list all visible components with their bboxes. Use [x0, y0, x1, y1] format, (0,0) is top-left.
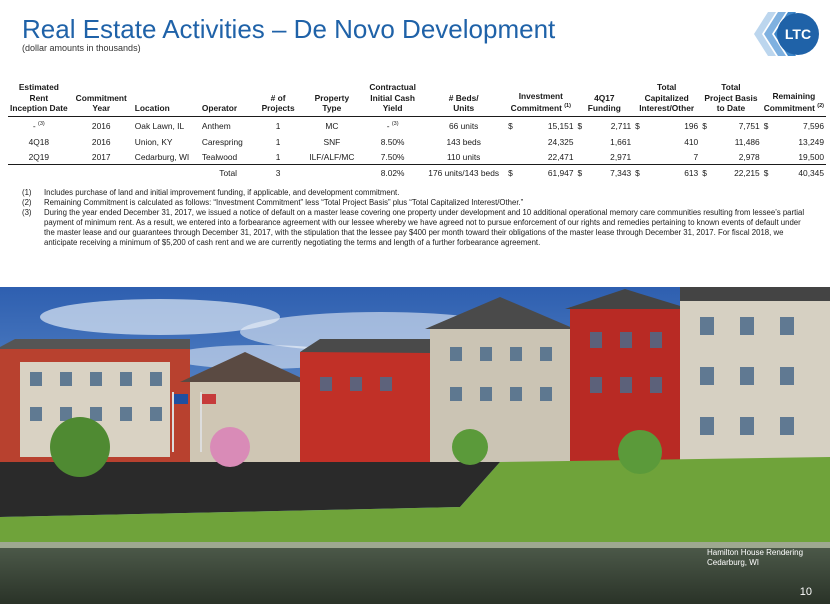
col-year-l2: Year	[92, 103, 111, 113]
footnote-number: (3)	[22, 208, 32, 217]
currency-symbol: $	[702, 168, 707, 179]
cell-basis: 11,486	[734, 136, 760, 147]
footnote-item	[22, 208, 812, 248]
cell-funding	[576, 116, 634, 132]
col-funding	[576, 82, 634, 116]
cell-type: ILF/ALF/MC	[309, 152, 355, 163]
table-header-row	[8, 82, 826, 116]
col-type-l2: Type	[322, 103, 342, 113]
photo-caption-line2: Cedarburg, WI	[707, 558, 760, 567]
col-remaining-l2	[764, 101, 824, 113]
footnote-ref: (3)	[391, 120, 399, 127]
col-capitalized-l1: Total	[656, 82, 677, 92]
cell-remaining	[762, 116, 826, 132]
cell-operator: Anthem	[201, 120, 231, 131]
currency-symbol: $	[635, 120, 640, 131]
table-row	[8, 148, 826, 164]
cell-year: 2016	[91, 120, 111, 131]
cell-operator: Carespring	[201, 136, 243, 147]
cell-empty	[8, 164, 70, 180]
col-yield-l1: Contractual	[369, 82, 416, 92]
total-remaining-value: 40,345	[798, 168, 824, 179]
col-capitalized	[633, 82, 700, 116]
total-label: Total	[200, 164, 257, 180]
currency-symbol: $	[577, 168, 583, 179]
building-rendering-image	[0, 287, 830, 604]
col-beds	[421, 82, 506, 116]
cell-basis	[700, 116, 761, 132]
currency-symbol: $	[577, 120, 583, 131]
photo-caption	[707, 548, 803, 568]
col-beds-l1: # Beds/	[448, 92, 479, 103]
col-year-l1: Commitment	[75, 92, 127, 103]
col-projects	[256, 82, 299, 116]
col-investment-l2	[508, 101, 573, 113]
col-capitalized-l3: Interest/Other	[639, 103, 695, 113]
cell-yield: 7.50%	[380, 152, 405, 163]
total-capitalized	[633, 164, 700, 180]
cell-basis-value: 7,751	[738, 120, 760, 131]
currency-symbol: $	[702, 120, 707, 131]
cell-empty	[70, 164, 133, 180]
total-basis	[700, 164, 761, 180]
cell-location: Oak Lawn, IL	[134, 120, 185, 131]
cell-inception	[8, 116, 70, 132]
col-funding-l2: Funding	[587, 103, 621, 113]
cell-yield: 8.50%	[380, 136, 405, 147]
cell-inception	[8, 132, 70, 148]
cell-beds: 143 beds	[446, 136, 481, 147]
logo-text: LTC	[784, 26, 812, 42]
footnote-text: During the year ended December 31, 2017, we issued a notice of default on a master lease covering one property under development and 10 additional operational memory care communities resulting from lessee’s partial payment of minimum rent. As a result, we entered into a forbearance agreement with our lessee whereby we have agreed not to pursue enforcement of our rights and remedies pertaining to known events of default under the master lease and our guarantees through December 31, 2017, with the stipulation that the lessee pay $400 per month toward their obligations of the master lease through December 31, 2017. For fiscal 2018, we anticipate receiving a minimum of $5,200 of cash rent and we are currently negotiating the terms and length of a further forbearance agreement.	[44, 208, 805, 247]
cell-yield	[364, 116, 421, 132]
col-inception-l3: Inception Date	[10, 103, 68, 113]
col-projects-l2: Projects	[261, 103, 295, 113]
col-basis-l3: to Date	[716, 103, 746, 113]
currency-symbol: $	[763, 120, 769, 131]
table-total-row	[8, 164, 826, 180]
cell-empty	[300, 164, 364, 180]
cell-remaining-value: 7,596	[803, 120, 824, 131]
cell-projects: 1	[275, 120, 281, 131]
cell-location: Cedarburg, WI	[134, 152, 190, 163]
cell-capitalized-value: 196	[684, 120, 699, 131]
cell-capitalized	[633, 116, 700, 132]
cell-inception-text: -	[32, 120, 36, 131]
total-basis-value: 22,215	[734, 168, 760, 179]
cell-investment: 22,471	[547, 152, 574, 163]
col-yield	[364, 82, 421, 116]
cell-projects: 1	[275, 136, 281, 147]
cell-inception-text: 4Q18	[28, 136, 50, 147]
col-remaining-l1: Remaining	[772, 90, 816, 101]
currency-symbol: $	[508, 168, 513, 179]
cell-inception	[8, 148, 70, 164]
col-funding-l1: 4Q17	[594, 92, 615, 103]
total-funding	[576, 164, 634, 180]
cell-remaining: 13,249	[798, 136, 824, 147]
page-title: Real Estate Activities – De Novo Development	[22, 14, 556, 44]
ltc-logo	[748, 6, 824, 64]
cell-yield-text: -	[386, 120, 390, 131]
total-investment-value: 61,947	[547, 168, 574, 179]
cell-type: MC	[325, 120, 339, 131]
footnote-text: Remaining Commitment is calculated as follows: “Investment Commitment” less “Total Project Basis” plus “Total Capitalized Interest/Other.”	[44, 198, 524, 207]
page-subtitle: (dollar amounts in thousands)	[22, 43, 141, 53]
currency-symbol: $	[508, 120, 513, 131]
col-yield-l2: Initial Cash	[370, 92, 415, 103]
footnote-ref: (3)	[38, 120, 45, 127]
col-inception	[8, 82, 70, 116]
page-number: 10	[799, 586, 812, 598]
col-investment	[506, 82, 575, 116]
col-inception-l2: Rent	[29, 92, 49, 103]
col-capitalized-l2: Capitalized	[644, 92, 689, 103]
cell-location: Union, KY	[134, 136, 173, 147]
footnote-text: Includes purchase of land and initial improvement funding, if applicable, and development commitment.	[44, 188, 400, 197]
col-location: Location	[133, 82, 200, 116]
cell-funding-value: 2,711	[610, 120, 632, 131]
col-projects-l1: # of	[270, 92, 286, 103]
total-yield: 8.02%	[364, 164, 421, 180]
col-basis-l2: Project Basis	[704, 92, 758, 103]
cell-capitalized: 7	[693, 152, 699, 163]
col-remaining	[762, 82, 826, 116]
cell-basis: 2,978	[738, 152, 760, 163]
col-beds-l2: Units	[453, 103, 475, 113]
cell-investment	[506, 116, 575, 132]
cell-beds: 110 units	[446, 152, 481, 163]
cell-capitalized: 410	[684, 136, 699, 147]
col-inception-l1: Estimated	[18, 82, 59, 92]
col-operator: Operator	[200, 82, 257, 116]
col-property-type	[300, 82, 364, 116]
cell-year: 2017	[91, 152, 111, 163]
total-capitalized-value: 613	[684, 168, 699, 179]
photo-caption-line1: Hamilton House Rendering	[707, 548, 804, 557]
footnote-number: (1)	[22, 188, 32, 197]
cell-investment-value: 15,151	[547, 120, 574, 131]
footnote-item	[22, 188, 812, 198]
cell-funding: 1,661	[610, 136, 632, 147]
col-investment-l1: Investment	[518, 90, 563, 101]
cell-beds: 66 units	[449, 120, 479, 131]
cell-empty	[133, 164, 200, 180]
footnote-number: (2)	[22, 198, 32, 207]
development-table	[8, 82, 826, 180]
total-investment	[506, 164, 575, 180]
cell-year: 2016	[91, 136, 111, 147]
table-row	[8, 116, 826, 132]
total-beds: 176 units/143 beds	[421, 164, 506, 180]
col-basis-l1: Total	[721, 82, 741, 92]
col-remaining-l2-text: Commitment	[763, 103, 815, 113]
currency-symbol: $	[635, 168, 640, 179]
col-type-l1: Property	[314, 92, 350, 103]
footnote-ref: (2)	[817, 103, 824, 110]
cell-investment: 24,325	[547, 136, 574, 147]
cell-inception-text: 2Q19	[28, 152, 50, 163]
cell-type: SNF	[323, 136, 341, 147]
footnote-ref: (1)	[564, 103, 571, 110]
cell-remaining: 19,500	[798, 152, 824, 163]
total-remaining	[762, 164, 826, 180]
table-row	[8, 132, 826, 148]
total-funding-value: 7,343	[610, 168, 632, 179]
currency-symbol: $	[763, 168, 769, 179]
cell-funding: 2,971	[610, 152, 632, 163]
total-projects: 3	[256, 164, 299, 180]
col-investment-l2-text: Commitment	[510, 103, 562, 113]
footnotes	[22, 188, 812, 248]
cell-operator: Tealwood	[201, 152, 238, 163]
footnote-item	[22, 198, 812, 208]
cell-projects: 1	[275, 152, 281, 163]
col-yield-l3: Yield	[382, 103, 403, 113]
col-basis	[700, 82, 761, 116]
col-commitment-year	[70, 82, 133, 116]
